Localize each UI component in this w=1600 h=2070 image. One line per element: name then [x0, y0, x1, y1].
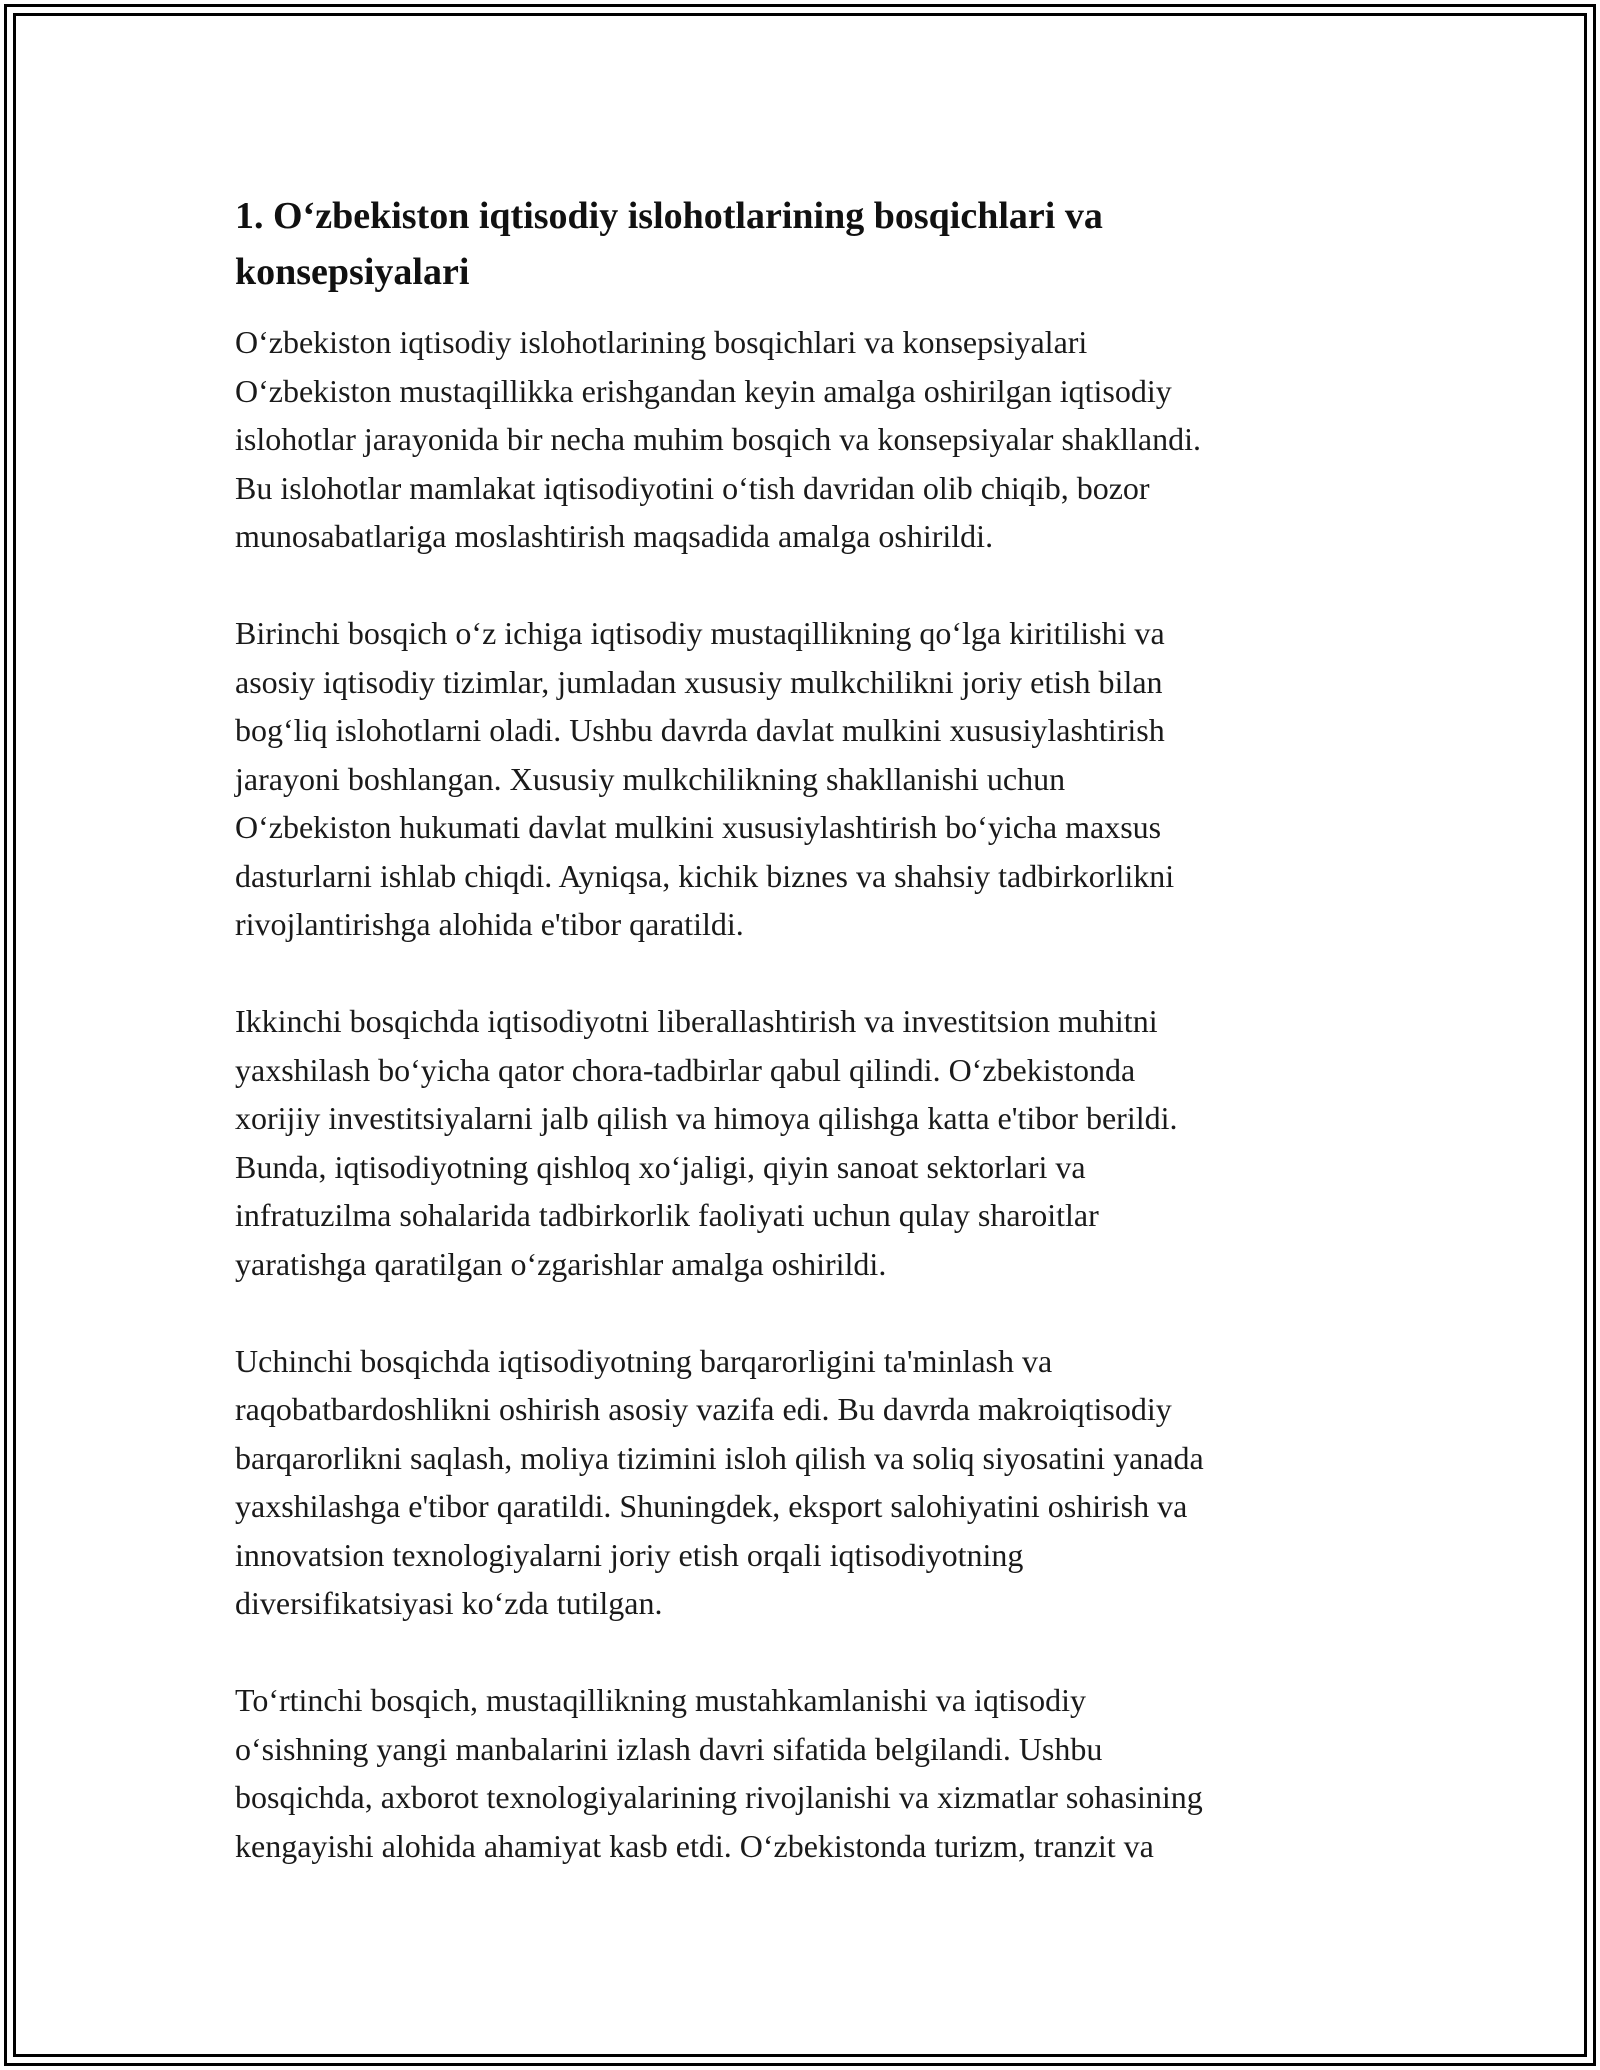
- paragraph-third-stage: [235, 1337, 1365, 1628]
- paragraph-first-stage: [235, 609, 1365, 949]
- text-line: O‘zbekiston iqtisodiy islohotlarining bosqichlari va konsepsiyalari: [235, 324, 1088, 360]
- text-line: Uchinchi bosqichda iqtisodiyotning barqarorligini ta'minlash va: [235, 1342, 1053, 1379]
- text-line: raqobatbardoshlikni oshirish asosiy vazifa edi. Bu davrda makroiqtisodiy: [235, 1391, 1172, 1427]
- text-line: Ikkinchi bosqichda iqtisodiyotni liberallashtirish va investitsion muhitni: [235, 1003, 1158, 1039]
- heading-line: 1. O‘zbekiston iqtisodiy islohotlarining bosqichlari va: [235, 195, 1103, 237]
- text-line: rivojlantirishga alohida e'tibor qaratildi.: [235, 906, 744, 942]
- text-line: Bunda, iqtisodiyotning qishloq xo‘jaligi, qiyin sanoat sektorlari va: [235, 1148, 1086, 1185]
- section-heading: [235, 188, 1365, 300]
- text-line: bog‘liq islohotlarni oladi. Ushbu davrda davlat mulkini xususiylashtirish: [235, 712, 1165, 748]
- text-line: Bu islohotlar mamlakat iqtisodiyotini o‘tish davridan olib chiqib, bozor: [235, 469, 1150, 506]
- text-line: islohotlar jarayonida bir necha muhim bosqich va konsepsiyalar shakllandi.: [235, 421, 1201, 457]
- text-line: O‘zbekiston hukumati davlat mulkini xususiylashtirish bo‘yicha maxsus: [235, 809, 1162, 845]
- paragraph-second-stage: [235, 997, 1365, 1288]
- text-line: jarayoni boshlangan. Xususiy mulkchilikning shakllanishi uchun: [235, 760, 1066, 797]
- text-line: asosiy iqtisodiy tizimlar, jumladan xususiy mulkchilikni joriy etish bilan: [235, 663, 1163, 700]
- text-line: xorijiy investitsiyalarni jalb qilish va himoya qilishga katta e'tibor berildi.: [235, 1100, 1178, 1136]
- text-line: Birinchi bosqich o‘z ichiga iqtisodiy mustaqillikning qo‘lga kiritilishi va: [235, 615, 1165, 651]
- text-line: yaxshilash bo‘yicha qator chora-tadbirlar qabul qilindi. O‘zbekistonda: [235, 1051, 1136, 1088]
- heading-line: konsepsiyalari: [235, 251, 470, 293]
- text-line: diversifikatsiyasi ko‘zda tutilgan.: [235, 1585, 663, 1621]
- paragraph-intro: [235, 318, 1365, 561]
- text-line: bosqichda, axborot texnologiyalarining rivojlanishi va xizmatlar sohasining: [235, 1779, 1203, 1815]
- text-line: infratuzilma sohalarida tadbirkorlik faoliyati uchun qulay sharoitlar: [235, 1197, 1099, 1233]
- text-line: dasturlarni ishlab chiqdi. Ayniqsa, kichik biznes va shahsiy tadbirkorlikni: [235, 857, 1175, 894]
- document-body: [235, 188, 1365, 1919]
- text-line: munosabatlariga moslashtirish maqsadida amalga oshirildi.: [235, 518, 994, 554]
- text-line: kengayishi alohida ahamiyat kasb etdi. O‘zbekistonda turizm, tranzit va: [235, 1827, 1154, 1864]
- text-line: To‘rtinchi bosqich, mustaqillikning mustahkamlanishi va iqtisodiy: [235, 1682, 1087, 1718]
- text-line: barqarorlikni saqlash, moliya tizimini isloh qilish va soliq siyosatini yanada: [235, 1439, 1204, 1476]
- text-line: yaratishga qaratilgan o‘zgarishlar amalga oshirildi.: [235, 1245, 887, 1282]
- paragraph-fourth-stage: [235, 1676, 1365, 1870]
- text-line: o‘sishning yangi manbalarini izlash davri sifatida belgilandi. Ushbu: [235, 1730, 1103, 1767]
- text-line: innovatsion texnologiyalarni joriy etish orqali iqtisodiyotning: [235, 1536, 1024, 1573]
- text-line: O‘zbekiston mustaqillikka erishgandan keyin amalga oshirilgan iqtisodiy: [235, 372, 1172, 409]
- text-line: yaxshilashga e'tibor qaratildi. Shuningdek, eksport salohiyatini oshirish va: [235, 1488, 1188, 1524]
